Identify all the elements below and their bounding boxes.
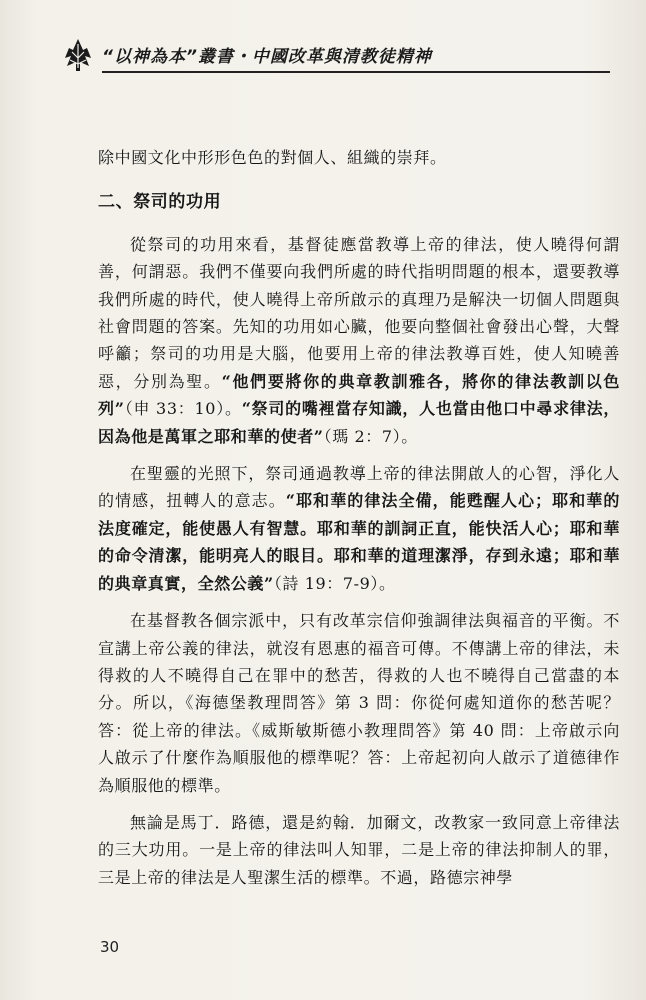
citation-deuteronomy: （申 33：10）。 bbox=[124, 399, 242, 419]
paragraph-continued: 除中國文化中形形色色的對個人、組織的崇拜。 bbox=[98, 148, 447, 167]
paragraph-three-uses-of-law: 無論是馬丁．路德，還是約翰．加爾文，改教家一致同意上帝律法的三大功用。一是上帝的律法叫人知罪，二是上帝的律法抑制人的罪，三是上帝的律法是人聖潔生活的標準。不過，路德宗神學 bbox=[98, 812, 620, 887]
bold-quote-psalm: “耶和華的律法全備，能甦醒人心；耶和華的法度確定，能使愚人有智慧。耶和華的訓詞正直，能快活人心；耶和華的命令清潔，能明亮人的眼目。耶和華的道理潔淨，存到永遠；耶和華的典章真實，全然公義” bbox=[98, 491, 620, 593]
tree-logo-icon bbox=[62, 38, 94, 72]
running-header bbox=[62, 36, 610, 78]
citation-malachi: （瑪 2：7）。 bbox=[323, 426, 418, 446]
text-run: 從祭司的功用來看，基督徒應當教導上帝的律法，使人曉得何謂善，何謂惡。我們不僅要向我們所處的時代指明問題的根本，還要教導我們所處的時代，使人曉得上帝所啟示的真理乃是解決一切個人問題與社會問題的答案。先知的功用如心臟，他要向整個社會發出心聲，大聲呼籲；祭司的功用是大腦，他要用上帝的律法教導百姓，使人知曉善惡，分別為聖。 bbox=[98, 234, 620, 391]
page-number: 30 bbox=[100, 938, 120, 956]
bold-quote-malachi: “祭司的嘴裡當存知識，人也當由他口中尋求律法，因為他是萬軍之耶和華的使者” bbox=[98, 399, 620, 446]
text-run: 在聖靈的光照下，祭司通過教導上帝的律法開啟人的心智，淨化人的情感，扭轉人的意志。 bbox=[98, 464, 620, 511]
series-title: “以神為本”叢書・中國改革與清教徒精神 bbox=[102, 47, 432, 67]
paragraph-priest-function bbox=[98, 231, 620, 450]
body-text bbox=[98, 144, 620, 891]
citation-psalm: （詩 19：7-9）。 bbox=[273, 573, 396, 593]
paragraph-reformed-balance: 在基督教各個宗派中，只有改革宗信仰強調律法與福音的平衡。不宣講上帝公義的律法，就沒有恩惠的福音可傳。不傳講上帝的律法，未得救的人不曉得自己在罪中的愁苦，得救的人也不曉得自己當盡的本分。所以，《海德堡教理問答》第 3 問：你從何處知道你的愁苦呢？答：從上帝的律法。《威斯敏斯德小教理問答》第 40 問：上帝啟示向人啟示了什麼作為順服他的標準呢？答：上帝起初向人啟示了道德律作為順服他的標準。 bbox=[98, 611, 620, 795]
header-rule bbox=[102, 71, 610, 73]
paragraph-holy-spirit bbox=[98, 460, 620, 597]
section-heading: 二、祭司的功用 bbox=[98, 192, 222, 213]
bold-quote-deuteronomy: “他們要將你的典章教訓雅各，將你的律法教訓以色列” bbox=[98, 371, 620, 419]
